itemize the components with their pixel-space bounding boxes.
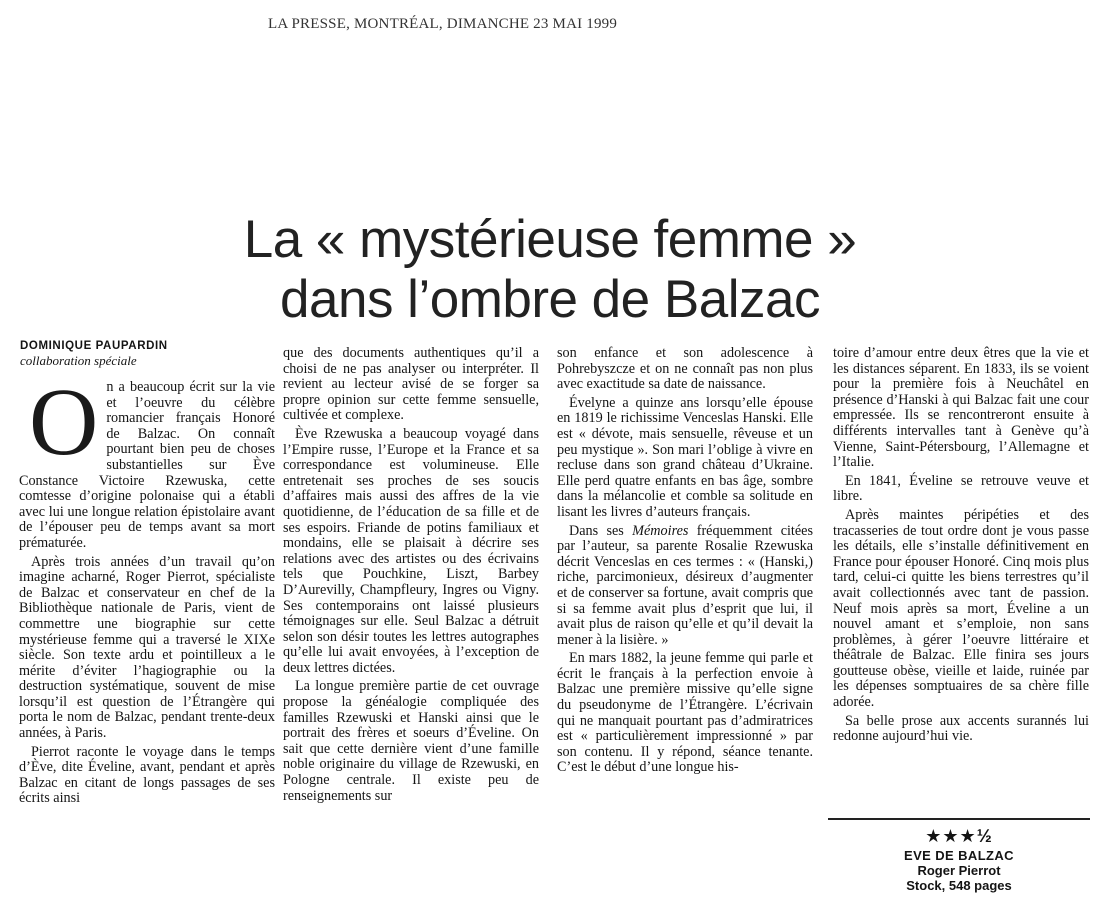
book-publisher: Stock, 548 pages: [906, 878, 1012, 893]
star-rating: ★★★½: [925, 826, 993, 846]
byline-author: DOMINIQUE PAUPARDIN: [20, 340, 168, 352]
article-paragraph: toire d’amour entre deux êtres que la vie et les distances séparent. En 1833, ils se voient pour la première fois à Neuchâtel en présence d’Hanski à qui Balzac fait une cour empressée. Ils se rencontreront ensuite à différents intervalles tant à Genève qu’à Vienne, Saint-Pétersbourg, l’Allemagne et l’Italie.: [833, 345, 1089, 471]
book-review-box: [828, 818, 1090, 893]
article-paragraph: Après maintes péripéties et des tracasseries de tout ordre dont je vous passe les détails, elle s’installe définitivement en France pour épouser Honoré. Cinq mois plus tard, celui-ci quitte les biens terrestres qu’il avait collectionnés avec tant de passion. Neuf mois après sa mort, Éveline a un nouvel amant et s’emploie, non sans problèmes, à gérer l’oeuvre littéraire et théâtrale de Balzac. Elle finira ses jours goutteuse obèse, vieille et laide, ruinée par les dépenses somptuaires de sa chère fille adorée.: [833, 506, 1089, 711]
article-paragraph: que des documents authentiques qu’il a choisi de ne pas analyser ou interpréter. Il revient au lecteur avisé de se forger sa propre opinion sur cette femme sensuelle, cultivée et complexe.: [283, 345, 539, 424]
article-column-3: [557, 346, 813, 779]
article-column-1: [19, 368, 275, 810]
headline-line-2: dans l’ombre de Balzac: [280, 270, 820, 329]
byline-role: collaboration spéciale: [20, 353, 137, 368]
article-paragraph: En 1841, Éveline se retrouve veuve et libre.: [833, 472, 1089, 505]
byline: [20, 340, 280, 369]
article-paragraph: Dans ses Mémoires fréquemment citées par l’auteur, sa parente Rosalie Rzewuska décrit Venceslas en ces termes : « (Hanski,) riche, parcimonieux, désireux d’augmenter et de conserver sa fortune, avait compris que si sa femme avait plus d’esprit que lui, il avait plus de raison qu’elle et qu’il devait la mener à la lisière. »: [557, 522, 813, 648]
article-paragraph: Après trois années d’un travail qu’on imagine acharné, Roger Pierrot, spécialiste de Balzac et conservateur en chef de la Bibliothèque nationale de Paris, vient de commettre une biographie sur cette mystérieuse femme qui a traversé le XIXe siècle. Son texte ardu et pointilleux a le mérite d’éviter l’hagiographie ou la destruction systématique, souvent de mise lorsqu’il est question de l’Étrangère qui porta le nom de Balzac, pendant trente-deux années, à Paris.: [19, 553, 275, 742]
memoires-title: Mémoires: [632, 522, 689, 539]
article-paragraph: La longue première partie de cet ouvrage propose la généalogie compliquée des familles Rzewuski et Hanski ainsi que le portrait des frères et soeurs d’Éveline. On sait que cette dernière vient d’une famille noble originaire du village de Rzewuski, en Pologne centrale. Il existe peu de renseignements sur: [283, 678, 539, 804]
article-paragraph: On a beaucoup écrit sur la vie et l’oeuvre du célèbre romancier français Honoré de Balzac. On connaît pourtant bien peu de choses substantielles sur Ève Constance Victoire Rzewuska, cette comtesse d’origine polonaise qui a établi avec lui une longue relation épistolaire avant de l’épouser peu de temps avant sa mort prématurée.: [19, 368, 275, 551]
article-paragraph: Sa belle prose aux accents surannés lui redonne aujourd’hui vie.: [833, 712, 1089, 745]
article-paragraph: Évelyne a quinze ans lorsqu’elle épouse en 1819 le richissime Venceslas Hanski. Elle est « dévote, mais sensuelle, rêveuse et un peu mystique ». Son mari l’oblige à vivre en recluse dans son grand château d’Ukraine. Elle perd quatre enfants en bas âge, sombre dans la mélancolie et comble sa solitude en lisant les livres d’auteurs français.: [557, 394, 813, 520]
drop-cap: O: [29, 368, 99, 475]
headline: [150, 210, 950, 330]
masthead: LA PRESSE, MONTRÉAL, DIMANCHE 23 MAI 1999: [268, 16, 618, 32]
article-paragraph: En mars 1882, la jeune femme qui parle et écrit le français à la perfection envoie à Balzac une première missive qu’elle signe du pseudonyme de l’Étrangère. L’écrivain qui ne manquait pourtant pas d’admiratrices est « particulièrement impressionné » par son contenu. Il y répond, séance tenante. C’est le début d’une longue his-: [557, 650, 813, 776]
article-paragraph: Pierrot raconte le voyage dans le temps d’Ève, dite Éveline, avant, pendant et après Balzac en citant de longs passages de ses écrits ainsi: [19, 743, 275, 807]
headline-line-1: La « mystérieuse femme »: [243, 210, 857, 269]
article-column-4: [833, 346, 1089, 748]
article-paragraph: son enfance et son adolescence à Pohrebyszcze et on ne connaît pas non plus avec exactitude sa date de naissance.: [557, 345, 813, 393]
book-title: EVE DE BALZAC: [904, 848, 1014, 863]
book-author: Roger Pierrot: [917, 863, 1001, 878]
article-column-2: [283, 346, 539, 807]
article-paragraph: Ève Rzewuska a beaucoup voyagé dans l’Empire russe, l’Europe et la France et sa correspondance est volumineuse. Elle entretenait ses proches de ses soucis d’affaires mais aussi des affres de la vie quotidienne, de l’éducation de sa fille et de ses espoirs. Friande de potins familiaux et mondains, elle se plaisait à décrire ses relations avec des artistes ou des écrivains tels que Pouchkine, Liszt, Barbey D’Aurevilly, Champfleury, Ingres ou Vigny. Ses contemporains ont laissé plusieurs témoignages sur elle. Seul Balzac a détruit selon son désir toutes les lettres autographes qu’elle lui avait envoyées, à l’exception de deux lettres dictées.: [283, 425, 539, 676]
